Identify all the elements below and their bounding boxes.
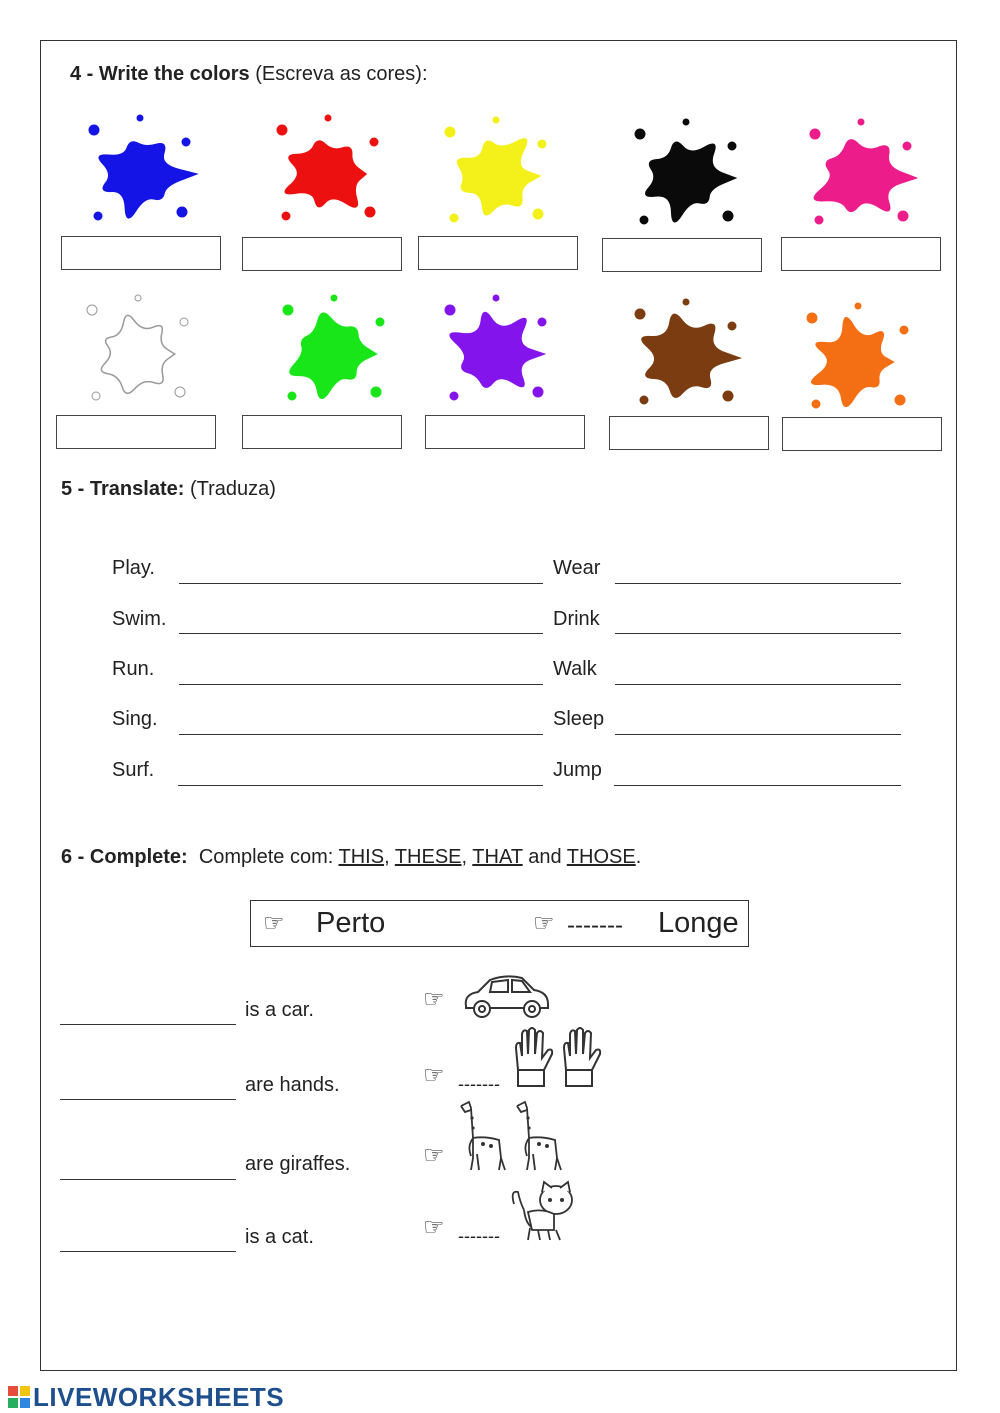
translate-word-left-4: Sing. bbox=[112, 708, 158, 730]
sentence-blank-2[interactable] bbox=[60, 1099, 236, 1100]
word-these: THESE bbox=[394, 846, 462, 868]
hands-illustration bbox=[508, 1026, 612, 1090]
brand-name: LIVEWORKSHEETS bbox=[33, 1382, 285, 1412]
legend-near: Perto bbox=[316, 907, 386, 939]
translate-line-right-4[interactable] bbox=[615, 734, 901, 735]
color-answer-box-9[interactable] bbox=[609, 416, 769, 450]
comma-1: , bbox=[384, 846, 395, 868]
paint-splat-orange bbox=[792, 300, 922, 425]
sentence-1: is a car. bbox=[245, 999, 314, 1021]
paint-splat-green bbox=[268, 292, 398, 417]
translate-word-right-4: Sleep bbox=[553, 708, 605, 730]
paint-splat-blue bbox=[74, 112, 204, 237]
paint-splat-red bbox=[262, 112, 392, 237]
giraffes-illustration bbox=[455, 1098, 579, 1172]
cat-illustration bbox=[508, 1180, 580, 1244]
translate-word-right-3: Walk bbox=[553, 658, 597, 680]
section-5-heading bbox=[61, 478, 276, 501]
legend-dashes: ------- bbox=[567, 912, 623, 939]
word-that: THAT bbox=[472, 846, 523, 868]
section-5-subtitle: (Traduza) bbox=[184, 478, 276, 500]
translate-line-left-1[interactable] bbox=[179, 583, 543, 584]
pointing-hand-icon: ☞ bbox=[263, 910, 285, 937]
color-answer-box-3[interactable] bbox=[418, 236, 578, 270]
paint-splat-white bbox=[72, 292, 202, 417]
color-answer-box-5[interactable] bbox=[781, 237, 941, 271]
pointing-hand-icon: ☞ bbox=[533, 910, 555, 937]
car-illustration bbox=[460, 972, 552, 1020]
period: . bbox=[635, 846, 642, 868]
pointing-hand-icon: ☞ bbox=[423, 1062, 445, 1089]
section-5-number: 5 - bbox=[61, 478, 90, 500]
liveworksheets-brand bbox=[8, 1382, 284, 1413]
section-4-title: Write the colors bbox=[98, 63, 250, 85]
sentence-2: are hands. bbox=[245, 1074, 340, 1096]
translate-word-left-2: Swim. bbox=[112, 608, 167, 630]
color-answer-box-1[interactable] bbox=[61, 236, 221, 270]
legend-far: Longe bbox=[658, 907, 739, 939]
translate-line-left-2[interactable] bbox=[179, 633, 543, 634]
translate-word-right-1: Wear bbox=[553, 557, 601, 579]
section-4-subtitle: (Escreva as cores): bbox=[249, 63, 428, 85]
translate-line-right-5[interactable] bbox=[614, 785, 901, 786]
comma-2: , bbox=[461, 846, 473, 868]
word-those: THOSE bbox=[566, 846, 636, 868]
section-4-number: 4 - bbox=[70, 63, 99, 85]
translate-line-left-4[interactable] bbox=[179, 734, 543, 735]
translate-word-left-5: Surf. bbox=[112, 759, 155, 781]
word-and: and bbox=[522, 846, 567, 868]
translate-word-right-2: Drink bbox=[553, 608, 600, 630]
translate-line-left-5[interactable] bbox=[178, 785, 543, 786]
paint-splat-purple bbox=[430, 292, 560, 417]
sentence-blank-4[interactable] bbox=[60, 1251, 236, 1252]
translate-word-left-1: Play. bbox=[112, 557, 155, 579]
translate-line-left-3[interactable] bbox=[179, 684, 543, 685]
paint-splat-pink bbox=[795, 116, 925, 241]
section-5-title: Translate: bbox=[89, 478, 185, 500]
sentence-blank-3[interactable] bbox=[60, 1179, 236, 1180]
paint-splat-black bbox=[620, 116, 750, 241]
translate-line-right-3[interactable] bbox=[615, 684, 901, 685]
liveworksheets-logo-icon bbox=[8, 1386, 30, 1408]
paint-splat-yellow bbox=[430, 114, 560, 239]
pointer-dashes: ------- bbox=[458, 1226, 500, 1246]
section-6-instruction: Complete com: bbox=[198, 846, 339, 868]
translate-word-right-5: Jump bbox=[553, 759, 602, 781]
color-answer-box-2[interactable] bbox=[242, 237, 402, 271]
pointing-hand-icon: ☞ bbox=[423, 1214, 445, 1241]
color-answer-box-6[interactable] bbox=[56, 415, 216, 449]
section-6-heading bbox=[61, 846, 641, 869]
paint-splat-brown bbox=[620, 296, 750, 421]
section-4-heading bbox=[70, 63, 428, 86]
color-answer-box-8[interactable] bbox=[425, 415, 585, 449]
section-6-number: 6 - bbox=[61, 846, 90, 868]
pointing-hand-icon: ☞ bbox=[423, 986, 445, 1013]
color-answer-box-4[interactable] bbox=[602, 238, 762, 272]
sentence-4: is a cat. bbox=[245, 1226, 314, 1248]
word-this: THIS bbox=[338, 846, 385, 868]
pointing-hand-icon: ☞ bbox=[423, 1142, 445, 1169]
sentence-blank-1[interactable] bbox=[60, 1024, 236, 1025]
pointer-dashes: ------- bbox=[458, 1074, 500, 1094]
color-answer-box-10[interactable] bbox=[782, 417, 942, 451]
translate-word-left-3: Run. bbox=[112, 658, 155, 680]
section-6-title: Complete: bbox=[89, 846, 188, 868]
sentence-3: are giraffes. bbox=[245, 1153, 351, 1175]
translate-line-right-2[interactable] bbox=[615, 633, 901, 634]
near-far-legend bbox=[250, 900, 749, 947]
color-answer-box-7[interactable] bbox=[242, 415, 402, 449]
translate-line-right-1[interactable] bbox=[615, 583, 901, 584]
